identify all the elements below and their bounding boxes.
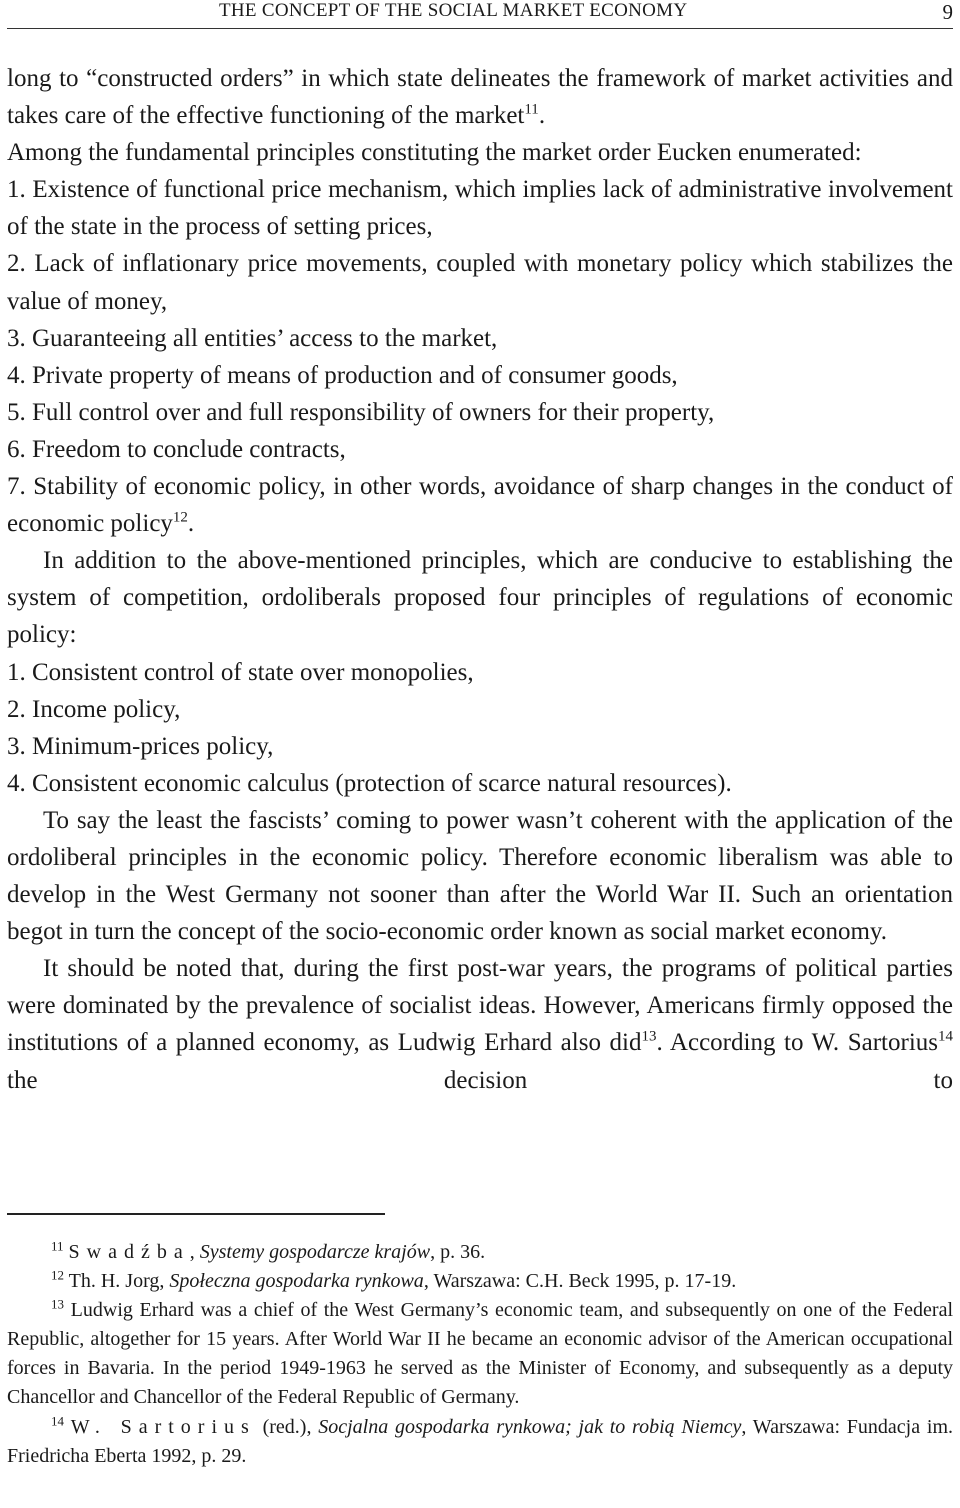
footnote-number: 11 bbox=[51, 1238, 64, 1254]
footnote-author: W. Sartorius bbox=[70, 1415, 256, 1438]
list-item: 1. Existence of functional price mechanism, which implies lack of administrative involvement of the state in the process of setting prices, bbox=[7, 176, 953, 241]
paragraph: long to “constructed orders” in which state delineates the framework of market activities and takes care of the effective functioning of the market$^{11}$. bbox=[7, 65, 953, 130]
footnote: $^{11}$ Swadźba, Systemy gospodarcze krajów, p. 36. bbox=[51, 1238, 486, 1263]
list-item: 4. Private property of means of production and of consumer goods, bbox=[7, 361, 678, 389]
footnote-ref[interactable]: 13 bbox=[641, 1029, 657, 1046]
footnote: $^{14}$ W. Sartorius (red.), Socjalna gospodarka rynkowa; jak to robią Niemcy, Warszawa: Fundacja im. Friedricha Eberta 1992, p. 29. bbox=[7, 1412, 953, 1467]
page-number: 9 bbox=[942, 0, 953, 24]
running-title: THE CONCEPT OF THE SOCIAL MARKET ECONOMY bbox=[219, 0, 688, 21]
footnote: $^{12}$ Th. H. Jorg, Społeczna gospodarka rynkowa, Warszawa: C.H. Beck 1995, p. 17-19. bbox=[51, 1267, 737, 1293]
footnote-number: 14 bbox=[51, 1412, 64, 1428]
paragraph: Among the fundamental principles constituting the market order Eucken enumerated: bbox=[7, 139, 862, 167]
list-item: 3. Minimum-prices policy, bbox=[7, 732, 274, 760]
footnote-title: Systemy gospodarcze krajów bbox=[199, 1241, 431, 1263]
paragraph: In addition to the above-mentioned principles, which are conducive to establishing the system of competition, ordoliberals proposed four principles of regulations of economic policy: bbox=[7, 547, 953, 649]
list-item: 7. Stability of economic policy, in other words, avoidance of sharp changes in the conduct of economic policy$^{12}$. bbox=[7, 473, 953, 538]
footnote-ref[interactable]: 11 bbox=[524, 101, 539, 118]
footnotes bbox=[7, 1238, 953, 1471]
footnote bbox=[7, 1296, 953, 1412]
list-item: 5. Full control over and full responsibility of owners for their property, bbox=[7, 398, 715, 426]
list-item: 4. Consistent economic calculus (protection of scarce natural resources). bbox=[7, 769, 732, 797]
paragraph: To say the least the fascists’ coming to power wasn’t coherent with the application of the ordoliberal principles in the economic policy. Therefore economic liberalism was able to develop in the West Germany not sooner than after the World War II. Such an orientation begot in turn the concept of the socio-economic order known as social market economy. bbox=[7, 806, 953, 946]
footnote-ref[interactable]: 14 bbox=[938, 1029, 953, 1046]
footnote-number: 13 bbox=[51, 1296, 64, 1312]
main-text bbox=[7, 60, 953, 1099]
list-item: 2. Lack of inflationary price movements, coupled with monetary policy which stabilizes the value of money, bbox=[7, 250, 953, 315]
list-item: 6. Freedom to conclude contracts, bbox=[7, 435, 346, 463]
footnote-number: 12 bbox=[51, 1267, 64, 1283]
footnote-title: Społeczna gospodarka rynkowa bbox=[169, 1270, 424, 1293]
list-item: 3. Guaranteeing all entities’ access to the market, bbox=[7, 324, 498, 352]
footnote-author: Swadźba bbox=[68, 1241, 190, 1263]
paragraph: It should be noted that, during the first post-war years, the programs of political parties were dominated by the prevalence of socialist ideas. However, Americans firmly opposed the institutions of a planned economy, as Ludwig Erhard also did$^{13}$. According to W. Sartorius$^{14}$ the decision to bbox=[7, 955, 953, 1094]
running-header bbox=[7, 0, 953, 29]
footnote-title: Socjalna gospodarka rynkowa; jak to robią Niemcy bbox=[318, 1415, 742, 1438]
footnote-text: Ludwig Erhard was a chief of the West Germany’s economic team, and subsequently on one of the Federal Republic, altogether for 15 years. After World War II he became an economic advisor of the American occupational forces in Bavaria. In the period 1949-1963 he served as the Minister of Economy, and subsequently as a deputy Chancellor and Chancellor of the Federal Republic of Germany. bbox=[7, 1299, 954, 1409]
list-item: 1. Consistent control of state over monopolies, bbox=[7, 658, 474, 686]
footnote-author: Th. H. Jorg bbox=[68, 1270, 160, 1293]
list-item: 2. Income policy, bbox=[7, 695, 181, 723]
footnote-separator bbox=[7, 1213, 385, 1215]
footnote-ref[interactable]: 12 bbox=[172, 509, 188, 526]
